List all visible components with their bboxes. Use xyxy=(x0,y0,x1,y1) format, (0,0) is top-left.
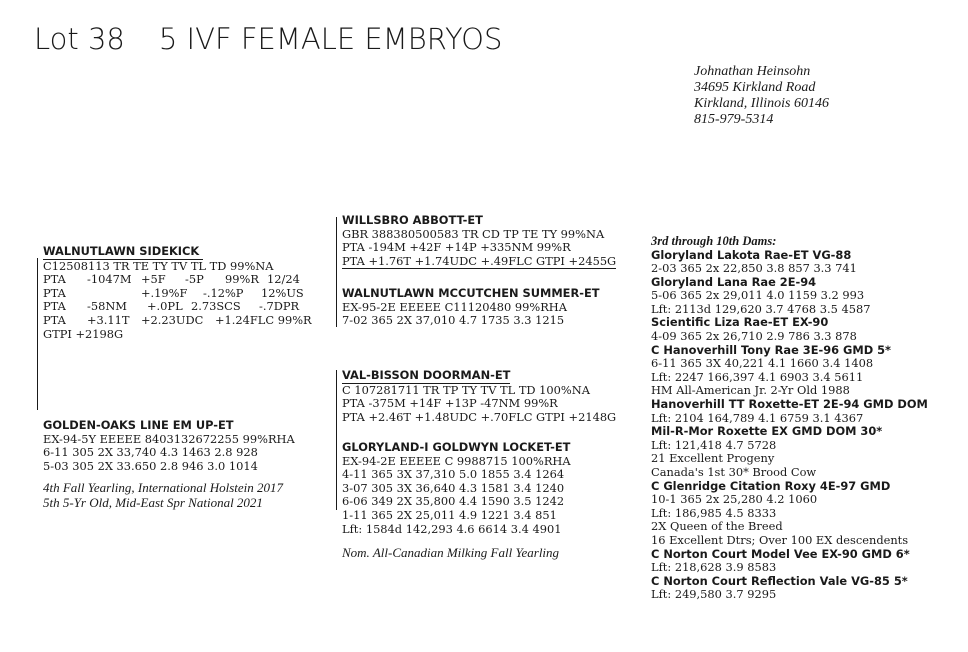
dam-award: 5th 5-Yr Old, Mid-East Spr National 2021 xyxy=(43,495,263,511)
dam-block: GOLDEN-OAKS LINE EM UP-ET EX-94-5Y EEEEE 8403132672255 99%RHA 6-11 305 2X 33,740 4.3 1463 2.8 928 5-03 305 2X 33.650 2.8 946 3.0 1014 4th Fall Yearling, International Holstein 2017 5th 5-Yr Old, Mid-East Spr National 2021 xyxy=(43,418,295,511)
pedigree-line-dam xyxy=(336,370,337,510)
dam-entry: Mil-R-Mor Roxette EX GMD DOM 30* Lft: 121,418 4.7 5728 21 Excellent Progeny Canada's 1st 30* Brood Cow xyxy=(651,424,883,479)
lot-description: 5 IVF FEMALE EMBRYOS xyxy=(158,22,503,56)
sire-reg: C12508113 TR TE TY TV TL TD 99%NA xyxy=(43,258,274,273)
consignor-street: 34695 Kirkland Road xyxy=(694,80,816,95)
dam-sire-block: VAL-BISSON DOORMAN-ET C 107281711 TR TP TY TV TL TD 100%NA PTA -375M +14F +13P -47NM 99%R PTA +2.46T +1.48UDC +.70FLC GTPI +2148G xyxy=(342,368,617,424)
dam-entry: Gloryland Lakota Rae-ET VG-88 2-03 365 2x 22,850 3.8 857 3.3 741 xyxy=(651,247,857,276)
dam-sire-name: VAL-BISSON DOORMAN-ET xyxy=(342,368,511,382)
dam-dam-name: GLORYLAND-I GOLDWYN LOCKET-ET xyxy=(342,440,571,454)
pedigree-line-left xyxy=(37,258,38,410)
dam-award: 4th Fall Yearling, International Holstein 2017 xyxy=(43,480,284,496)
sire-sire-name: WILLSBRO ABBOTT-ET xyxy=(342,213,483,227)
dams-heading: 3rd through 10th Dams: xyxy=(651,234,777,248)
lot-title xyxy=(34,22,502,56)
extended-dams xyxy=(651,234,928,602)
sire-sire-block: WILLSBRO ABBOTT-ET GBR 388380500583 TR CD TP TE TY 99%NA PTA -194M +42F +14P +335NM 99%R PTA +1.76T +1.74UDC +.49FLC GTPI +2455G xyxy=(342,213,617,268)
dam-entry: C Norton Court Model Vee EX-90 GMD 6* Lft: 218,628 3.9 8583 xyxy=(651,546,910,575)
sire-dam-block: WALNUTLAWN MCCUTCHEN SUMMER-ET EX-95-2E EEEEE C11120480 99%RHA 7-02 365 2X 37,010 4.7 1735 3.3 1215 xyxy=(342,286,600,328)
sire-gtpi: GTPI +2198G xyxy=(43,326,124,341)
sire-pta-row: PTA -58NM +.0PL 2.73SCS -.7DPR xyxy=(43,299,300,314)
dam-dam-block: GLORYLAND-I GOLDWYN LOCKET-ET EX-94-2E EEEEE C 9988715 100%RHA 4-11 365 3X 37,310 5.0 1855 3.4 1264 3-07 305 3X 36,640 4.3 1581 3.4 1240 6-06 349 2X 35,800 4.4 1590 3.5 1242 1-11 365 2X 25,011 4.9 1221 3.4 851 Lft: 1584d 142,293 4.6 6614 3.4 4901 Nom. All-Canadian Milking Fall Yearling xyxy=(342,440,571,561)
consignor-city: Kirkland, Illinois 60146 xyxy=(694,96,829,111)
dam-entry: Scientific Liza Rae-ET EX-90 4-09 365 2x 26,710 2.9 786 3.3 878 xyxy=(651,315,857,344)
sire-block xyxy=(43,245,312,341)
dam-entry: C Glenridge Citation Roxy 4E-97 GMD 10-1 365 2x 25,280 4.2 1060 Lft: 186,985 4.5 8333 2X Queen of the Breed 16 Excellent Dtrs; Over 100 EX descendents xyxy=(651,478,909,547)
sire-dam-name: WALNUTLAWN MCCUTCHEN SUMMER-ET xyxy=(342,286,600,300)
consignor-info xyxy=(694,64,829,128)
dam-entry: C Hanoverhill Tony Rae 3E-96 GMD 5* 6-11 365 3X 40,221 4.1 1660 3.4 1408 Lft: 2247 166,397 4.1 6903 3.4 5611 HM All-American Jr. 2-Yr Old 1988 xyxy=(651,342,892,398)
dam-entry: Hanoverhill TT Roxette-ET 2E-94 GMD DOM Lft: 2104 164,789 4.1 6759 3.1 4367 xyxy=(651,397,928,425)
dam-entry: C Norton Court Reflection Vale VG-85 5* Lft: 249,580 3.7 9295 xyxy=(651,573,908,602)
sire-pta-row: PTA +3.11T +2.23UDC +1.24FLC 99%R xyxy=(43,312,312,327)
dam-name: GOLDEN-OAKS LINE EM UP-ET xyxy=(43,418,234,432)
pedigree-line-sire xyxy=(336,217,337,327)
sire-pta-row: PTA -1047M +5F -5P 99%R 12/24 xyxy=(43,272,300,287)
lot-number: Lot 38 xyxy=(34,22,125,56)
consignor-phone: 815-979-5314 xyxy=(694,112,774,127)
dam-entry: Gloryland Lana Rae 2E-94 5-06 365 2x 29,011 4.0 1159 3.2 993 Lft: 2113d 129,620 3.7 4768 3.5 4587 xyxy=(651,274,871,316)
consignor-name: Johnathan Heinsohn xyxy=(694,64,811,79)
sire-name: WALNUTLAWN SIDEKICK xyxy=(43,245,203,260)
dam-dam-award: Nom. All-Canadian Milking Fall Yearling xyxy=(342,545,560,561)
sire-pta-row: PTA +.19%F -.12%P 12%US xyxy=(43,285,304,300)
